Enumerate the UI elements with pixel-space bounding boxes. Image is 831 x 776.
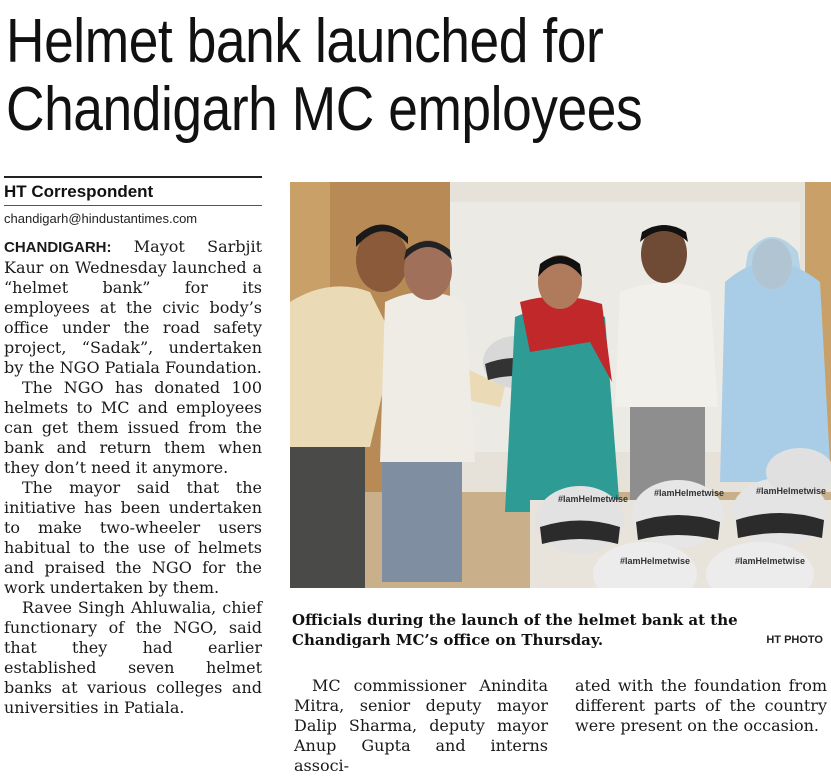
news-photo (290, 182, 831, 588)
byline-rule (4, 205, 262, 206)
article-column-1 (4, 237, 262, 718)
article-column-2 (294, 676, 548, 776)
photo-caption: Officials during the launch of the helmet bank at the Chandigarh MC’s office on Thursday. (292, 611, 738, 649)
byline-author: HT Correspondent (4, 182, 154, 201)
headline (6, 8, 711, 144)
byline-email[interactable]: chandigarh@hindustantimes.com (4, 211, 198, 226)
helmet-tag-1: #IamHelmetwise (558, 494, 629, 504)
helmet-tag-3: #IamHelmetwise (756, 486, 827, 496)
helmet-tag-2: #IamHelmetwise (654, 488, 725, 498)
article-paragraph-1 (4, 237, 262, 378)
byline-rule-top (4, 176, 262, 178)
photo-illustration (290, 182, 831, 588)
headline-line-2: Chandigarh MC employees (6, 75, 643, 144)
article-paragraph-2: The NGO has donated 100 helmets to MC and employees can get them issued from the bank and return them when they don’t need it anymore. (4, 378, 262, 477)
article-paragraph-5-part-1: MC commissioner Anindita Mitra, senior deputy mayor Dalip Sharma, deputy mayor Anup Gupta and interns associ- (294, 676, 548, 775)
article-paragraph-5-part-2: ated with the foundation from different parts of the country were present on the occasion. (575, 676, 827, 735)
article-paragraph-3: The mayor said that the initiative has been undertaken to make two-wheeler users habitual to the use of helmets and praised the NGO for the work undertaken by them. (4, 478, 262, 597)
article-paragraph-4: Ravee Singh Ahluwalia, chief functionary of the NGO, said that they had earlier established seven helmet banks at various colleges and universities in Patiala. (4, 598, 262, 717)
helmet-tag-4: #IamHelmetwise (620, 556, 691, 566)
dateline: CHANDIGARH: (4, 239, 112, 256)
headline-line-1: Helmet bank launched for (6, 7, 604, 76)
paragraph-1-text: Mayot Sarbjit Kaur on Wednesday launched a “helmet bank” for its employees at the civic body’s office under the road safety project, “Sadak”, undertaken by the NGO Patiala Foundation. (4, 237, 262, 377)
helmet-tag-5: #IamHelmetwise (735, 556, 806, 566)
photo-credit: HT PHOTO (766, 634, 823, 646)
article-column-3 (575, 676, 827, 736)
